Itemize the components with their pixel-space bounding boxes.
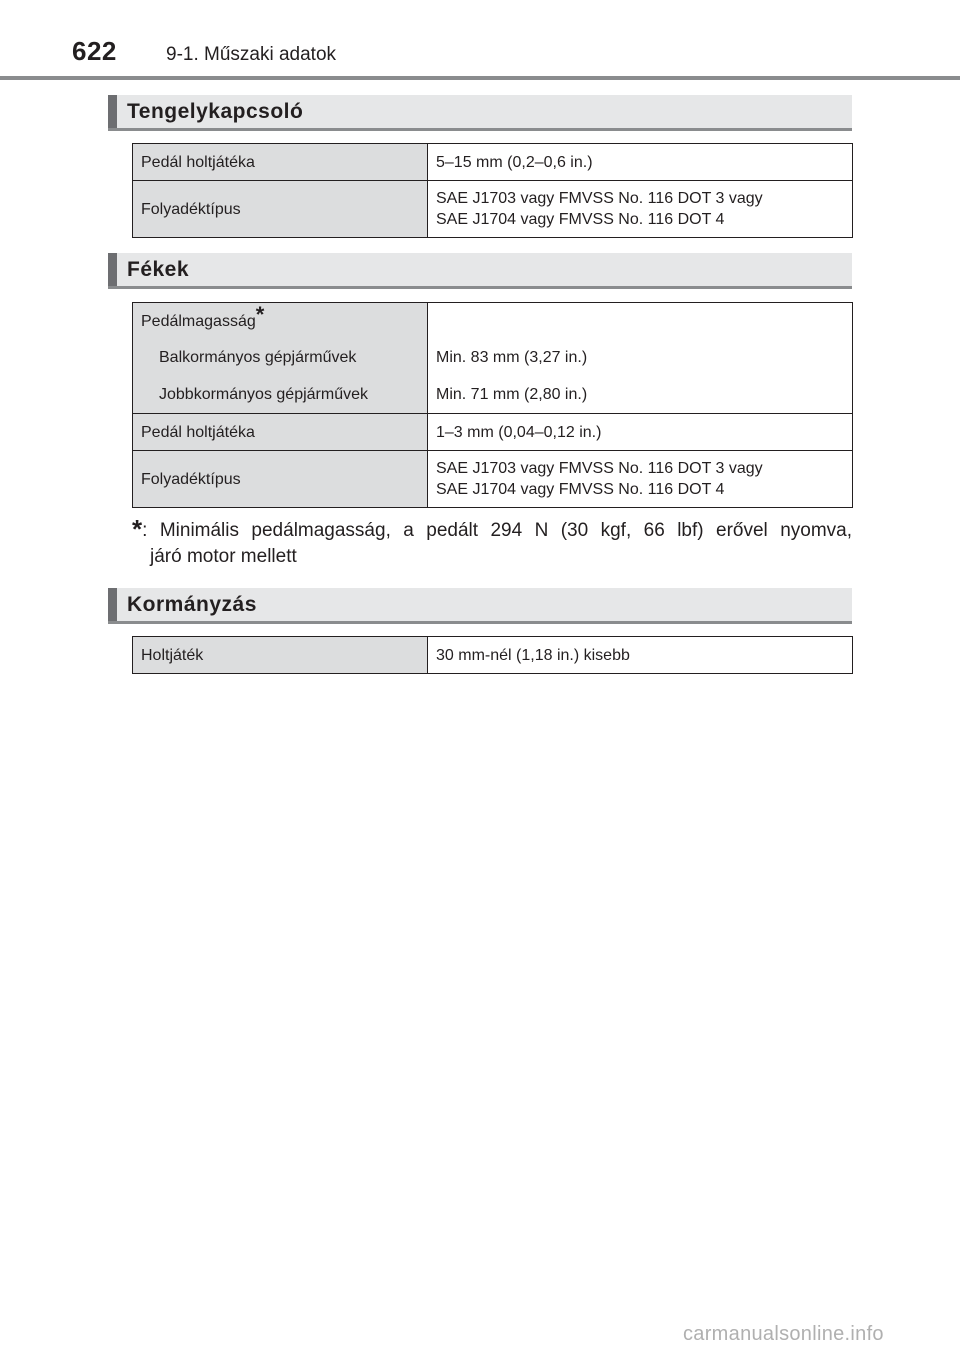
- steering-spec-table: [132, 636, 853, 674]
- table-row: [133, 637, 853, 674]
- section-marker: [108, 253, 117, 286]
- lhd-value: Min. 83 mm (3,27 in.): [436, 349, 588, 366]
- table-row: [133, 451, 853, 508]
- footnote-line-2: járó motor mellett: [150, 546, 297, 567]
- section-marker: [108, 588, 117, 621]
- spec-value: 5–15 mm (0,2–0,6 in.): [428, 144, 853, 181]
- pedal-height-label: [141, 302, 419, 347]
- spec-key: Pedál holtjátéka: [133, 414, 428, 451]
- spec-value-line: SAE J1703 vagy FMVSS No. 116 DOT 3 vagy: [436, 190, 763, 207]
- section-title-steering: Kormányzás: [127, 593, 257, 616]
- spec-value: [428, 181, 853, 238]
- section-title-clutch: Tengelykapcsoló: [127, 100, 304, 123]
- table-row: [133, 414, 853, 451]
- spec-value: 1–3 mm (0,04–0,12 in.): [428, 414, 853, 451]
- spacer: [436, 311, 844, 347]
- header-rule: [0, 76, 960, 80]
- footnote-line-1: [132, 516, 852, 544]
- pedal-height-text: Pedálmagasság: [141, 313, 256, 330]
- spec-value-line: SAE J1703 vagy FMVSS No. 116 DOT 3 vagy: [436, 460, 763, 477]
- watermark: carmanualsonline.info: [683, 1323, 884, 1345]
- section-marker: [108, 95, 117, 128]
- spec-value-line: SAE J1704 vagy FMVSS No. 116 DOT 4: [436, 211, 725, 228]
- section-bar-clutch: [108, 95, 852, 131]
- clutch-spec-table: [132, 143, 853, 238]
- section-bar-steering: [108, 588, 852, 624]
- spec-value: 30 mm-nél (1,18 in.) kisebb: [428, 637, 853, 674]
- footnote-marker: *: [255, 302, 265, 327]
- spec-value: [428, 303, 853, 414]
- rhd-label: Jobbkormányos gépjárművek: [159, 386, 368, 403]
- brakes-spec-table: [132, 302, 853, 508]
- spec-value-line: SAE J1704 vagy FMVSS No. 116 DOT 4: [436, 481, 725, 498]
- spec-key: Folyadéktípus: [133, 181, 428, 238]
- spec-key: Pedál holtjátéka: [133, 144, 428, 181]
- table-row: [133, 303, 853, 414]
- spec-key: Holtjáték: [133, 637, 428, 674]
- rhd-value: Min. 71 mm (2,80 in.): [436, 386, 588, 403]
- section-title-brakes: Fékek: [127, 258, 190, 281]
- chapter-title: 9-1. Műszaki adatok: [166, 44, 337, 65]
- footnote-marker: *: [132, 514, 143, 544]
- page-number: 622: [72, 36, 117, 66]
- spec-key: [133, 303, 428, 414]
- spec-key: Folyadéktípus: [133, 451, 428, 508]
- spec-value: [428, 451, 853, 508]
- footnote-text: : Minimális pedálmagasság, a pedált 294 N (30 kgf, 66 lbf) erővel nyomva,: [142, 520, 852, 541]
- table-row: [133, 144, 853, 181]
- section-bar-brakes: [108, 253, 852, 289]
- table-row: [133, 181, 853, 238]
- lhd-label: Balkormányos gépjárművek: [159, 349, 357, 366]
- footnote: [132, 516, 852, 570]
